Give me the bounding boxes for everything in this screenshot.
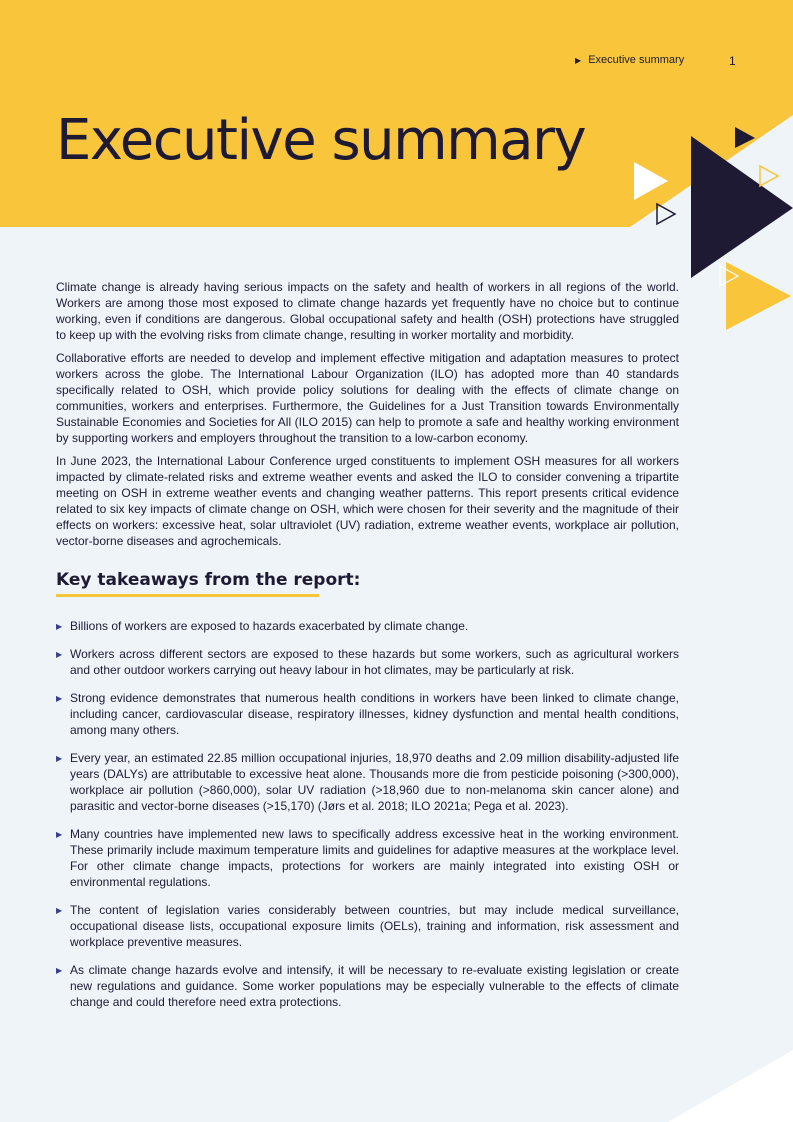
bullet-triangle-icon: ▶ xyxy=(56,830,63,839)
list-item-text: Billions of workers are exposed to hazards exacerbated by climate change. xyxy=(70,619,469,633)
list-item xyxy=(56,618,679,634)
list-item xyxy=(56,962,679,1010)
page-title: Executive summary xyxy=(56,108,586,173)
list-item xyxy=(56,902,679,950)
list-item xyxy=(56,690,679,738)
running-head-marker-icon: ▶ xyxy=(575,56,582,65)
running-head xyxy=(575,54,684,66)
bullet-triangle-icon: ▶ xyxy=(56,650,63,659)
bullet-triangle-icon: ▶ xyxy=(56,906,63,915)
bullet-triangle-icon: ▶ xyxy=(56,622,63,631)
key-takeaways-heading: Key takeaways from the report: xyxy=(56,570,361,590)
bullet-triangle-icon: ▶ xyxy=(56,966,63,975)
list-item-text: The content of legislation varies considerably between countries, but may include medical surveillance, occupational disease lists, occupational exposure limits (OELs), training and information, risk assessment and workplace preventive measures. xyxy=(70,903,679,949)
list-item xyxy=(56,646,679,678)
key-takeaways-list xyxy=(56,618,679,1022)
bullet-triangle-icon: ▶ xyxy=(56,694,63,703)
list-item-text: As climate change hazards evolve and intensify, it will be necessary to re-evaluate existing legislation or create new regulations and guidance. Some worker populations may be especially vulnerable to the effects of climate change and could therefore need extra protections. xyxy=(70,963,679,1009)
list-item-text: Every year, an estimated 22.85 million occupational injuries, 18,970 deaths and 2.09 million disability-adjusted life years (DALYs) are attributable to excessive heat alone. Thousands more die from pesticide poisoning (>300,000), workplace air pollution (>860,000), solar UV radiation (>18,960 due to non-melanoma skin cancer alone) and parasitic and vector-borne diseases (>15,170) (Jørs et al. 2018; ILO 2021a; Pega et al. 2023). xyxy=(70,751,679,813)
bullet-triangle-icon: ▶ xyxy=(56,754,63,763)
list-item-text: Many countries have implemented new laws to specifically address excessive heat in the working environment. These primarily include maximum temperature limits and guidelines for adaptive measures at the workplace level. For other climate change impacts, protections for workers are mainly integrated into existing OSH or environmental regulations. xyxy=(70,827,679,889)
intro-paragraph: In June 2023, the International Labour Conference urged constituents to implement OSH measures for all workers impacted by climate-related risks and extreme weather events and asked the ILO to consider convening a tripartite meeting on OSH in extreme weather events and changing weather patterns. This report presents critical evidence related to six key impacts of climate change on OSH, which were chosen for their severity and the magnitude of their effects on workers: excessive heat, solar ultraviolet (UV) radiation, extreme weather events, workplace air pollution, vector-borne diseases and agrochemicals. xyxy=(56,454,679,548)
intro-paragraph: Collaborative efforts are needed to develop and implement effective mitigation and adaptation measures to protect workers across the globe. The International Labour Organization (ILO) has adopted more than 40 standards specifically related to OSH, which provide policy solutions for dealing with the effects of climate change on communities, workers and enterprises. Furthermore, the Guidelines for a Just Transition towards Environmentally Sustainable Economies and Societies for All (ILO 2015) can help to promote a safe and healthy working environment by supporting workers and employers throughout the transition to a low-carbon economy. xyxy=(56,351,679,445)
list-item-text: Strong evidence demonstrates that numerous health conditions in workers have been linked to climate change, including cancer, cardiovascular disease, respiratory illnesses, kidney dysfunction and mental health conditions, among many others. xyxy=(70,691,679,737)
heading-underline xyxy=(56,594,319,597)
intro-text xyxy=(56,279,679,556)
intro-paragraph: Climate change is already having serious impacts on the safety and health of workers in all regions of the world. Workers are among those most exposed to climate change hazards yet frequently have no choice but to continue working, even if conditions are dangerous. Global occupational safety and health (OSH) protections have struggled to keep up with the evolving risks from climate change, resulting in worker mortality and morbidity. xyxy=(56,280,679,342)
list-item xyxy=(56,750,679,814)
running-head-label: Executive summary xyxy=(588,54,685,66)
page-number: 1 xyxy=(729,54,736,68)
list-item xyxy=(56,826,679,890)
list-item-text: Workers across different sectors are exposed to these hazards but some workers, such as agricultural workers and other outdoor workers carrying out heavy labour in hot climates, may be particularly at risk. xyxy=(70,647,679,677)
